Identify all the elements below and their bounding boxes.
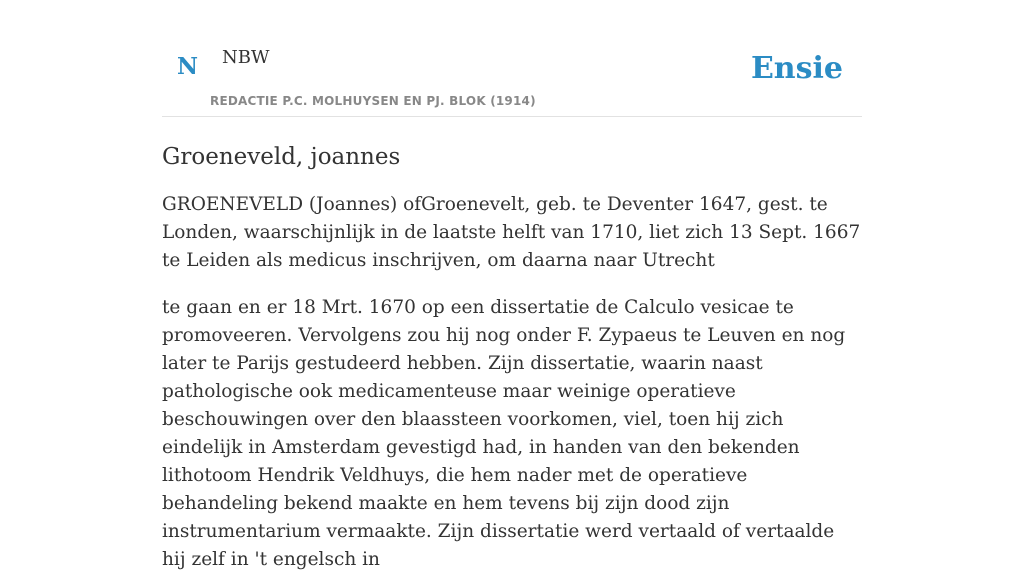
source-name[interactable]: NBW <box>222 47 270 68</box>
brand-logo[interactable]: Ensie <box>750 51 843 86</box>
page <box>162 0 862 574</box>
source-logo[interactable]: N <box>177 53 199 80</box>
header <box>162 0 862 117</box>
article-title: Groeneveld, joannes <box>162 144 401 170</box>
article-paragraph-2: te gaan en er 18 Mrt. 1670 op een dissertatie de Calculo vesicae te promoveeren. Vervolgens zou hij nog onder F. Zypaeus te Leuven en nog later te Parijs gestudeerd hebben. Zijn dissertatie, waarin naast pathologische ook medicamenteuse maar weinige operatieve beschouwingen over den blaassteen voorkomen, viel, toen hij zich eindelijk in Amsterdam gevestigd had, in handen van den bekenden lithotoom Hendrik Veldhuys, die hem nader met de operatieve behandeling bekend maakte en hem tevens bij zijn dood zijn instrumentarium vermaakte. Zijn dissertatie werd vertaald of vertaalde hij zelf in 't engelsch in <box>162 296 846 570</box>
source-subtitle: REDACTIE P.C. MOLHUYSEN EN PJ. BLOK (1914) <box>210 94 536 108</box>
article-paragraph-1: GROENEVELD (Joannes) ofGroenevelt, geb. te Deventer 1647, gest. te Londen, waarschijnlijk in de laatste helft van 1710, liet zich 13 Sept. 1667 te Leiden als medicus inschrijven, om daarna naar Utrecht <box>162 193 861 271</box>
